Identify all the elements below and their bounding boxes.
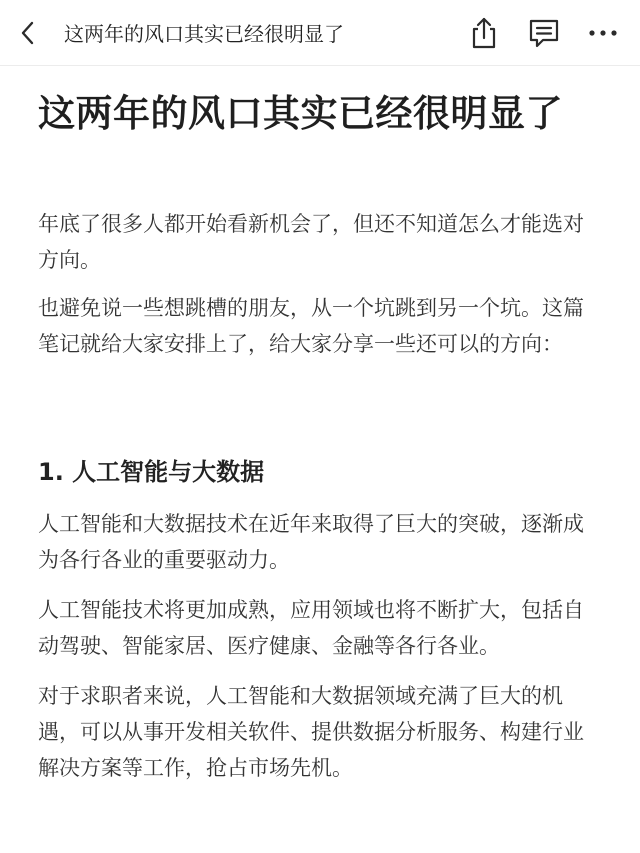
chevron-left-icon — [18, 20, 40, 46]
section-heading: 1. 人工智能与大数据 — [38, 458, 265, 486]
share-button[interactable] — [465, 14, 503, 52]
more-button[interactable] — [584, 14, 622, 52]
comment-button[interactable] — [525, 14, 563, 52]
intro-paragraph: 也避免说一些想跳槽的朋友，从一个坑跳到另一个坑。这篇笔记就给大家安排上了，给大家分享一些还可以的方向： — [38, 296, 584, 356]
section-paragraph: 人工智能技术将更加成熟，应用领域也将不断扩大，包括自动驾驶、智能家居、医疗健康、金融等各行各业。 — [38, 598, 584, 658]
section-paragraph: 对于求职者来说，人工智能和大数据领域充满了巨大的机遇，可以从事开发相关软件、提供数据分析服务、构建行业解决方案等工作，抢占市场先机。 — [38, 684, 584, 780]
article-content — [38, 76, 603, 786]
comment-icon — [526, 15, 562, 51]
top-navigation-bar — [0, 0, 640, 66]
intro-paragraph: 年底了很多人都开始看新机会了，但还不知道怎么才能选对方向。 — [38, 212, 584, 272]
back-button[interactable] — [12, 16, 46, 50]
page-title: 这两年的风口其实已经很明显了 — [64, 22, 344, 46]
share-icon — [467, 15, 501, 51]
more-icon — [585, 15, 621, 51]
section-paragraph: 人工智能和大数据技术在近年来取得了巨大的突破，逐渐成为各行各业的重要驱动力。 — [38, 512, 584, 572]
article-title: 这两年的风口其实已经很明显了 — [38, 92, 563, 135]
